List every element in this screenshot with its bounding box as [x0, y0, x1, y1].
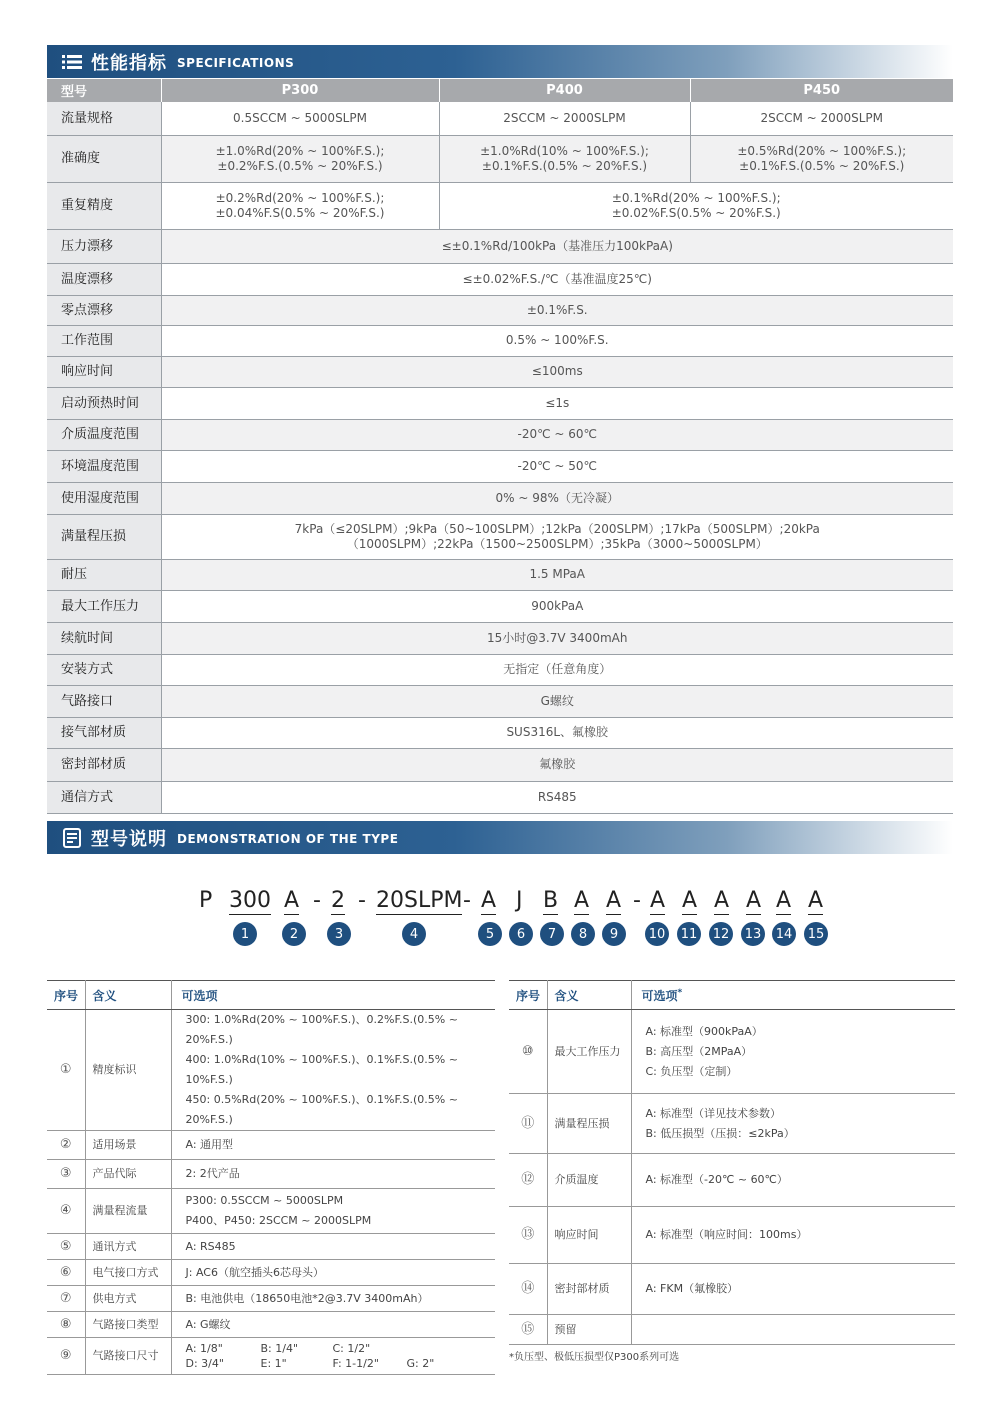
spec-row-label: 流量规格 [47, 102, 161, 135]
option-choice: G: 2" [406, 1357, 435, 1370]
option-number: ⑨ [47, 1338, 85, 1375]
option-choices [171, 1286, 495, 1312]
spec-row [47, 135, 953, 182]
option-choices [171, 1338, 495, 1375]
option-number: ⑪ [509, 1094, 547, 1154]
spec-row [47, 482, 953, 514]
code-segment: A [682, 888, 698, 913]
opt-left-header-no: 序号 [47, 981, 85, 1010]
code-number-badge: 1 [233, 922, 257, 946]
spec-value-all: G螺纹 [161, 685, 953, 717]
code-number-badge: 2 [282, 922, 306, 946]
option-row [47, 1312, 495, 1338]
option-row [47, 1131, 495, 1160]
spec-row-label: 环境温度范围 [47, 450, 161, 482]
option-meaning: 介质温度 [547, 1154, 631, 1207]
spec-row-label: 准确度 [47, 135, 161, 182]
code-segment: A [284, 888, 300, 913]
spec-value-p300: ±1.0%Rd(20% ~ 100%F.S.); ±0.2%F.S.(0.5% ~ 20%F.S.) [161, 135, 439, 182]
option-choices [171, 1010, 495, 1131]
option-choice: B: 低压损型（压损：≤2kPa） [645, 1126, 795, 1140]
spec-value-all: 15小时@3.7V 3400mAh [161, 622, 953, 654]
spec-value-p300: ±0.2%Rd(20% ~ 100%F.S.); ±0.04%F.S(0.5% ~ 20%F.S.) [161, 182, 439, 229]
option-choice: 300: 1.0%Rd(20% ~ 100%F.S.)、0.2%F.S.(0.5% ~ 20%F.S.) [185, 1013, 458, 1046]
spec-value-all: 无指定（任意角度） [161, 654, 953, 685]
spec-row [47, 559, 953, 590]
option-choice: A: RS485 [185, 1239, 236, 1253]
option-number: ⑭ [509, 1264, 547, 1315]
option-number: ⑧ [47, 1312, 85, 1338]
spec-row-label: 温度漂移 [47, 263, 161, 295]
option-choice: A: 标准型（详见技术参数） [645, 1106, 782, 1120]
option-meaning: 电气接口方式 [85, 1260, 171, 1286]
opt-right-header-options: 可选项* [631, 981, 955, 1010]
code-number-badge: 8 [571, 922, 595, 946]
spec-header-p450: P450 [690, 79, 953, 102]
option-number: ⑫ [509, 1154, 547, 1207]
spec-value-p400: ±1.0%Rd(10% ~ 100%F.S.); ±0.1%F.S.(0.5% ~ 20%F.S.) [439, 135, 690, 182]
spec-header-model: 型号 [47, 79, 161, 102]
spec-row [47, 717, 953, 748]
code-number-badge: 5 [478, 922, 502, 946]
option-number: ⑩ [509, 1010, 547, 1094]
option-meaning: 预留 [547, 1315, 631, 1345]
spec-row [47, 622, 953, 654]
code-segment: P [199, 888, 213, 913]
spec-row [47, 450, 953, 482]
option-choice: A: 标准型（900kPaA） [645, 1024, 763, 1038]
spec-value-all: 900kPaA [161, 590, 953, 622]
option-row [47, 1234, 495, 1260]
code-number-badge: 10 [645, 922, 669, 946]
code-separator: - [463, 888, 471, 913]
option-choices [631, 1154, 955, 1207]
spec-row [47, 654, 953, 685]
spec-value-all: RS485 [161, 781, 953, 813]
spec-header-p400: P400 [439, 79, 690, 102]
spec-value-all: SUS316L、氟橡胶 [161, 717, 953, 748]
option-choices [171, 1160, 495, 1189]
option-meaning: 气路接口尺寸 [85, 1338, 171, 1375]
option-row [509, 1207, 955, 1264]
spec-row-label: 气路接口 [47, 685, 161, 717]
spec-row-label: 密封部材质 [47, 748, 161, 781]
spec-row-label: 零点漂移 [47, 295, 161, 325]
option-row [509, 1094, 955, 1154]
code-number-badge: 6 [509, 922, 533, 946]
option-choice: J: AC6（航空插头6芯母头） [185, 1265, 324, 1279]
list-icon [61, 51, 83, 73]
option-number: ① [47, 1010, 85, 1131]
option-choices [631, 1264, 955, 1315]
code-number-badge: 7 [540, 922, 564, 946]
spec-value-all: -20℃ ~ 50℃ [161, 450, 953, 482]
opt-right-header-no: 序号 [509, 981, 547, 1010]
footnote: *负压型、极低压损型仅P300系列可选 [509, 1352, 680, 1363]
spec-value-all: ≤±0.02%F.S./℃（基准温度25℃) [161, 263, 953, 295]
spec-row [47, 295, 953, 325]
option-meaning: 供电方式 [85, 1286, 171, 1312]
option-choices [631, 1207, 955, 1264]
option-number: ⑦ [47, 1286, 85, 1312]
code-segment: A [776, 888, 792, 913]
option-choices [631, 1315, 955, 1345]
spec-value-all: ±0.1%F.S. [161, 295, 953, 325]
option-choice: A: 标准型（响应时间：100ms） [645, 1228, 808, 1241]
spec-row-label: 压力漂移 [47, 229, 161, 263]
option-number: ⑬ [509, 1207, 547, 1264]
opt-left-header-meaning: 含义 [85, 981, 171, 1010]
spec-row [47, 514, 953, 559]
option-choice: B: 高压型（2MPaA） [645, 1044, 753, 1058]
spec-row [47, 325, 953, 356]
option-number: ⑮ [509, 1315, 547, 1345]
code-segment: B [543, 888, 559, 913]
option-meaning: 响应时间 [547, 1207, 631, 1264]
option-choice: A: 通用型 [185, 1138, 234, 1151]
option-choices [171, 1189, 495, 1234]
spec-row [47, 263, 953, 295]
spec-value-p400-450: ±0.1%Rd(20% ~ 100%F.S.); ±0.02%F.S(0.5% ~ 20%F.S.) [439, 182, 953, 229]
spec-title-cn: 性能指标 [91, 52, 167, 74]
spec-row [47, 685, 953, 717]
option-choices [171, 1131, 495, 1160]
option-row [47, 1160, 495, 1189]
spec-row-label: 接气部材质 [47, 717, 161, 748]
spec-section-header [47, 45, 953, 78]
code-number-badge: 15 [804, 922, 828, 946]
spec-value-all: -20℃ ~ 60℃ [161, 419, 953, 450]
option-meaning: 产品代际 [85, 1160, 171, 1189]
option-choices [631, 1094, 955, 1154]
option-row [47, 1010, 495, 1131]
option-row [47, 1286, 495, 1312]
code-number-badge: 4 [402, 922, 426, 946]
option-meaning: 精度标识 [85, 1010, 171, 1131]
spec-row [47, 182, 953, 229]
option-row [47, 1260, 495, 1286]
spec-row-label: 介质温度范围 [47, 419, 161, 450]
option-number: ④ [47, 1189, 85, 1234]
spec-value-all: 1.5 MPaA [161, 559, 953, 590]
spec-row-label: 最大工作压力 [47, 590, 161, 622]
type-title-cn: 型号说明 [91, 828, 167, 850]
option-choice: 450: 0.5%Rd(20% ~ 100%F.S.)、0.1%F.S.(0.5% ~ 20%F.S.) [185, 1093, 458, 1126]
spec-value-p400: 2SCCM ~ 2000SLPM [439, 102, 690, 135]
code-segment: A [714, 888, 730, 913]
spec-row [47, 387, 953, 419]
option-choice: C: 负压型（定制） [645, 1064, 738, 1078]
spec-value-all: 0% ~ 98%（无冷凝） [161, 482, 953, 514]
spec-value-all: ≤100ms [161, 356, 953, 387]
option-choice: A: 标准型（-20℃ ~ 60℃） [645, 1173, 788, 1186]
option-row [509, 1315, 955, 1345]
model-code [0, 888, 1000, 918]
option-choice: P400、P450: 2SCCM ~ 2000SLPM [185, 1214, 372, 1227]
code-number-badge: 13 [741, 922, 765, 946]
spec-value-p450: ±0.5%Rd(20% ~ 100%F.S.); ±0.1%F.S.(0.5% ~ 20%F.S.) [690, 135, 953, 182]
spec-value-all: 7kPa（≤20SLPM）;9kPa（50~100SLPM）;12kPa（200SLPM）;17kPa（500SLPM）;20kPa （1000SLPM）;22kPa（1500~2500SLPM）;35kPa（3000~5000SLPM） [161, 514, 953, 559]
code-segment: A [808, 888, 824, 913]
option-choice: A: FKM（氟橡胶） [645, 1282, 739, 1295]
option-meaning: 气路接口类型 [85, 1312, 171, 1338]
spec-row-label: 使用湿度范围 [47, 482, 161, 514]
spec-row [47, 102, 953, 135]
spec-row-label: 重复精度 [47, 182, 161, 229]
option-choice: F: 1-1/2" [332, 1357, 379, 1370]
code-separator: - [633, 888, 641, 913]
spec-row-label: 满量程压损 [47, 514, 161, 559]
code-number-badge: 3 [327, 922, 351, 946]
code-segment: 2 [331, 888, 345, 913]
spec-row-label: 启动预热时间 [47, 387, 161, 419]
spec-row-label: 续航时间 [47, 622, 161, 654]
option-meaning: 适用场景 [85, 1131, 171, 1160]
code-segment: A [606, 888, 622, 913]
option-row [47, 1338, 495, 1375]
spec-row-label: 安装方式 [47, 654, 161, 685]
code-number-badge: 9 [602, 922, 626, 946]
spec-value-all: ≤1s [161, 387, 953, 419]
code-segment: A [574, 888, 590, 913]
option-meaning: 密封部材质 [547, 1264, 631, 1315]
option-meaning: 最大工作压力 [547, 1010, 631, 1094]
options-table-right [509, 980, 955, 1345]
option-number: ⑥ [47, 1260, 85, 1286]
option-choice: 400: 1.0%Rd(10% ~ 100%F.S.)、0.1%F.S.(0.5% ~ 10%F.S.) [185, 1053, 458, 1086]
asterisk-mark: * [677, 987, 683, 998]
spec-row-label: 工作范围 [47, 325, 161, 356]
spec-row-label: 通信方式 [47, 781, 161, 813]
spec-row [47, 748, 953, 781]
spec-row [47, 419, 953, 450]
option-choices [171, 1312, 495, 1338]
option-choice: E: 1" [260, 1357, 287, 1370]
options-table-left [47, 980, 495, 1375]
option-choices [171, 1260, 495, 1286]
spec-row-label: 响应时间 [47, 356, 161, 387]
option-choice: B: 1/4" [260, 1342, 299, 1355]
option-meaning: 通讯方式 [85, 1234, 171, 1260]
code-separator: - [313, 888, 321, 913]
spec-value-p450: 2SCCM ~ 2000SLPM [690, 102, 953, 135]
option-choice: A: 1/8" [185, 1342, 223, 1355]
spec-table [47, 79, 953, 814]
option-choice: B: 电池供电（18650电池*2@3.7V 3400mAh） [185, 1291, 429, 1305]
option-row [509, 1264, 955, 1315]
spec-row [47, 356, 953, 387]
spec-value-p300: 0.5SCCM ~ 5000SLPM [161, 102, 439, 135]
opt-right-header-meaning: 含义 [547, 981, 631, 1010]
opt-left-header-options: 可选项 [171, 981, 495, 1010]
code-number-badge: 12 [709, 922, 733, 946]
code-number-badge: 11 [677, 922, 701, 946]
option-meaning: 满量程流量 [85, 1189, 171, 1234]
type-title-en: DEMONSTRATION OF THE TYPE [177, 832, 399, 846]
option-number: ③ [47, 1160, 85, 1189]
code-segment: J [516, 888, 523, 913]
code-separator: - [358, 888, 366, 913]
type-section-header [47, 821, 953, 854]
spec-row [47, 781, 953, 813]
option-choice: A: G螺纹 [185, 1317, 231, 1331]
spec-header-p300: P300 [161, 79, 439, 102]
option-row [509, 1154, 955, 1207]
option-choice: D: 3/4" [185, 1357, 224, 1370]
code-segment: A [481, 888, 497, 913]
code-number-badge: 14 [772, 922, 796, 946]
option-choice: C: 1/2" [332, 1342, 371, 1355]
spec-value-all: 0.5% ~ 100%F.S. [161, 325, 953, 356]
code-segment: A [746, 888, 762, 913]
option-choices [631, 1010, 955, 1094]
option-choice: 2: 2代产品 [185, 1167, 240, 1180]
spec-title-en: SPECIFICATIONS [177, 56, 295, 70]
option-choices [171, 1234, 495, 1260]
option-number: ② [47, 1131, 85, 1160]
code-segment: 300 [229, 888, 271, 913]
document-icon [61, 827, 83, 849]
option-row [47, 1189, 495, 1234]
spec-value-all: ≤±0.1%Rd/100kPa（基准压力100kPaA) [161, 229, 953, 263]
code-segment: A [650, 888, 666, 913]
option-meaning: 满量程压损 [547, 1094, 631, 1154]
spec-row [47, 590, 953, 622]
spec-value-all: 氟橡胶 [161, 748, 953, 781]
spec-row [47, 229, 953, 263]
option-number: ⑤ [47, 1234, 85, 1260]
spec-row-label: 耐压 [47, 559, 161, 590]
option-choice: P300: 0.5SCCM ~ 5000SLPM [185, 1194, 344, 1207]
option-row [509, 1010, 955, 1094]
code-segment: 20SLPM [376, 888, 463, 913]
